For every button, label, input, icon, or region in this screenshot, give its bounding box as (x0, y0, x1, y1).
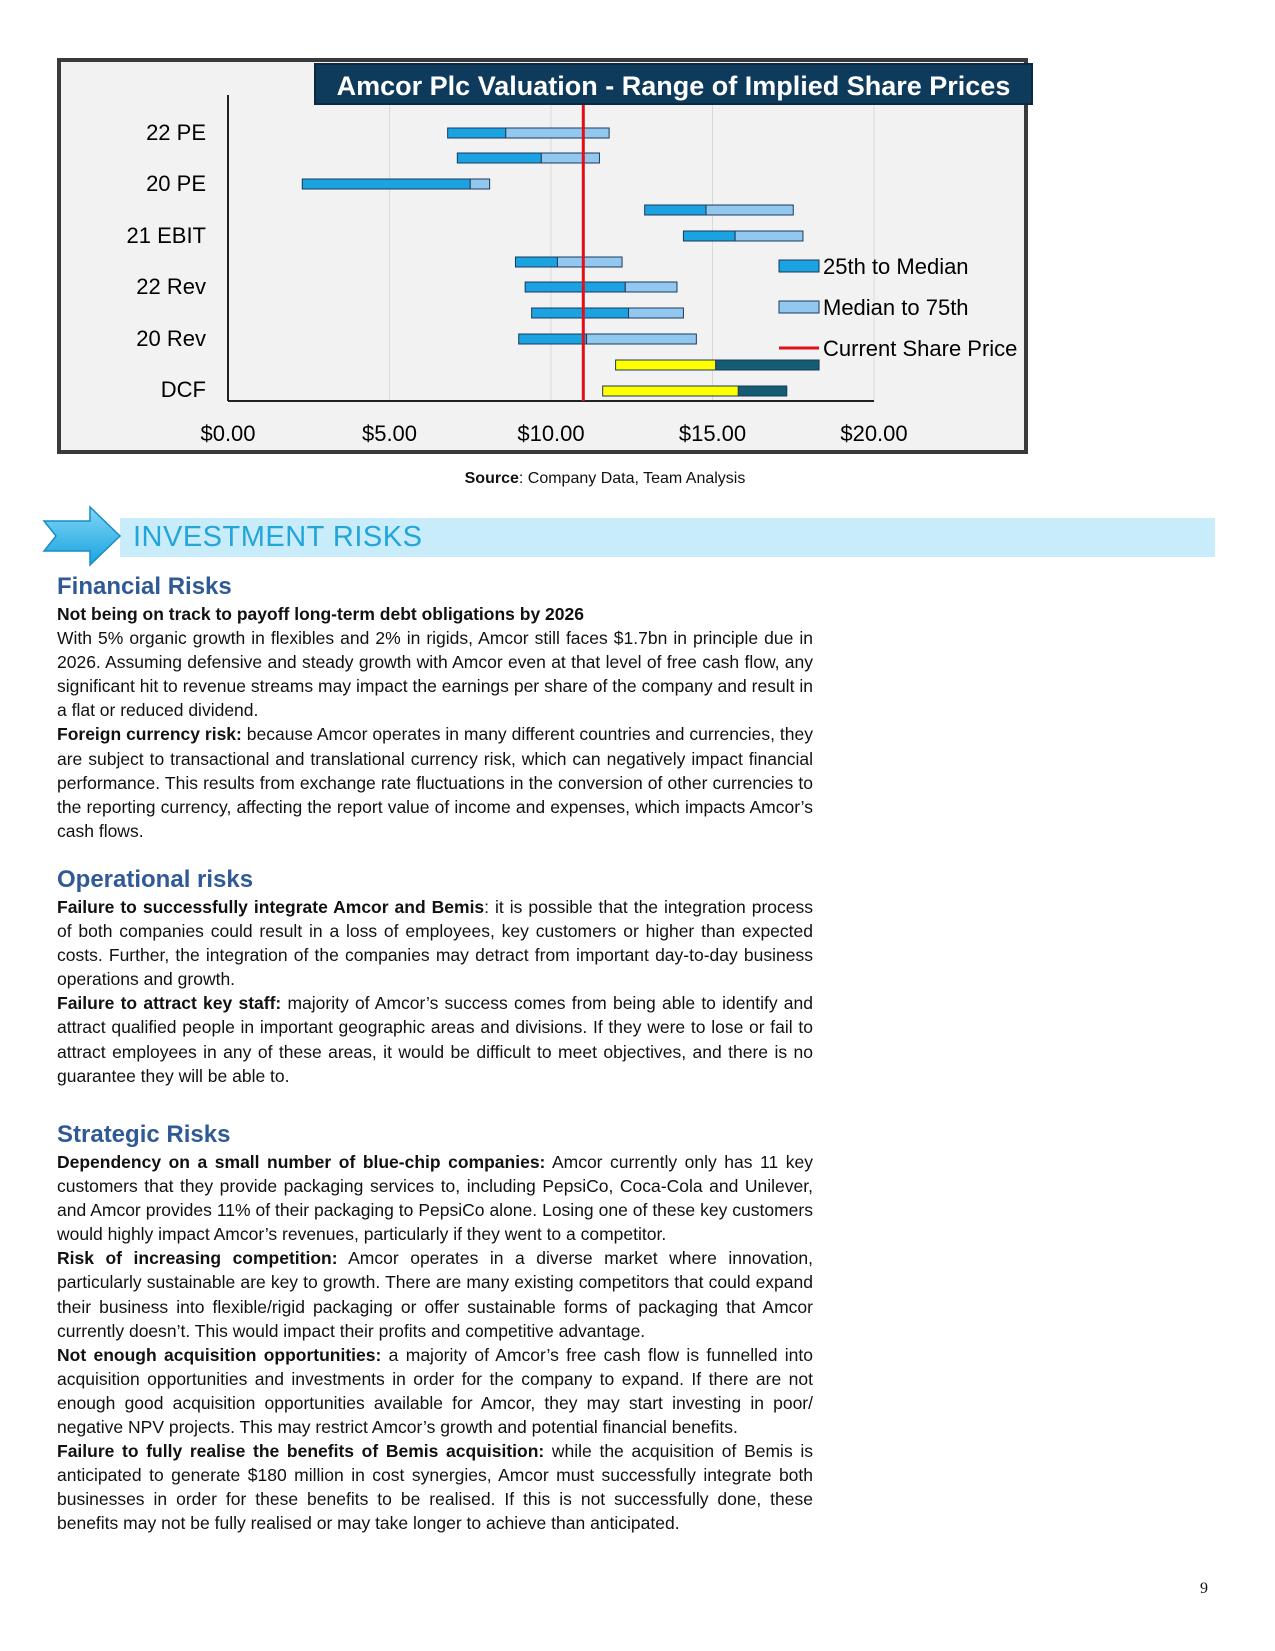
category-label: 20 Rev (136, 326, 206, 351)
source-text: : Company Data, Team Analysis (518, 470, 746, 487)
chart-title: Amcor Plc Valuation - Range of Implied Share Prices (314, 63, 1033, 105)
bar-25th-to-median (519, 334, 587, 344)
x-tick-label: $15.00 (678, 421, 747, 446)
category-label: 20 PE (146, 171, 206, 196)
competition-paragraph (57, 1246, 813, 1342)
staff-paragraph (57, 991, 813, 1087)
dependency-text: Amcor currently only has 11 key customers that they provide packaging services to, including PepsiCo, Coca-Cola and Unilever, and Amcor provides 11% of their packaging to PepsiCo alone. Losing one of these key customers would highly impact Amcor’s revenues, particularly if they went to a competitor. (57, 1152, 813, 1245)
bar-median-to-75th (716, 360, 819, 370)
financial-lead: Not being on track to payoff long-term debt obligations by 2026 (57, 604, 584, 624)
bar-25th-to-median (448, 128, 506, 138)
source-label: Source (464, 470, 519, 487)
bemis-paragraph (57, 1439, 813, 1535)
integration-text: : it is possible that the integration process of both companies could result in a loss of employees, key customers or higher than expected costs. Further, the integration of the companies may detract from important day-to-day business operations and growth. (57, 897, 814, 990)
legend-label: 25th to Median (823, 254, 969, 279)
bar-median-to-75th (625, 282, 677, 292)
staff-text: majority of Amcor’s success comes from being able to identify and attract qualified people in important geographic areas and divisions. If they were to lose or fail to attract employees in any of these areas, it would be difficult to meet objectives, and there is no guarantee they will be able to. (57, 993, 813, 1086)
bar-25th-to-median (457, 153, 541, 163)
bar-median-to-75th (506, 128, 609, 138)
legend-swatch (779, 260, 819, 272)
competition-text: Amcor operates in a diverse market where innovation, particularly sustainable are key to growth. There are many existing competitors that could expand their business into flexible/rigid packaging or offer sustainable forms of packaging that Amcor currently doesn’t. This would impact their profits and competitive advantage. (57, 1248, 813, 1341)
section-title: INVESTMENT RISKS (133, 521, 423, 553)
acquisition-label: Not enough acquisition opportunities: (57, 1344, 382, 1365)
strategic-risks-section (57, 1120, 813, 1536)
bar-median-to-75th (629, 308, 684, 318)
operational-risks-heading: Operational risks (57, 866, 254, 893)
bar-25th-to-median (302, 179, 470, 189)
bar-25th-to-median (525, 282, 625, 292)
category-label: 22 PE (146, 120, 206, 145)
strategic-risks-heading: Strategic Risks (57, 1121, 231, 1148)
x-tick-label: $0.00 (200, 421, 256, 446)
bar-median-to-75th (735, 231, 803, 241)
operational-risks-section (57, 865, 813, 1088)
bar-median-to-75th (738, 386, 786, 396)
legend-label: Median to 75th (823, 295, 969, 320)
category-label: DCF (160, 377, 206, 402)
bar-25th-to-median (532, 308, 629, 318)
bar-median-to-75th (470, 179, 489, 189)
competition-label: Risk of increasing competition: (57, 1248, 338, 1269)
integration-label: Failure to successfully integrate Amcor and Bemis (57, 897, 485, 917)
bar-median-to-75th (587, 334, 697, 344)
dependency-paragraph (57, 1150, 813, 1246)
bar-25th-to-median (515, 257, 557, 267)
bemis-text: while the acquisition of Bemis is anticipated to generate $180 million in cost synergies, Amcor must successfully integrate both businesses in order for these benefits to be realised. If this is not successfully done, these benefits may not be fully realised or may take longer to achieve than anticipated. (57, 1441, 813, 1534)
bar-median-to-75th (541, 153, 599, 163)
x-tick-label: $20.00 (840, 421, 908, 446)
chart-source (0, 470, 1210, 488)
acquisition-paragraph (57, 1343, 813, 1439)
category-label: 22 Rev (136, 274, 206, 299)
arrow-right-icon (42, 505, 122, 567)
bar-25th-to-median (683, 231, 735, 241)
legend-label: Current Share Price (823, 336, 1018, 361)
staff-label: Failure to attract key staff: (57, 993, 282, 1014)
page-number: 9 (1200, 1580, 1208, 1597)
category-label: 21 EBIT (126, 223, 206, 248)
legend-swatch (779, 301, 819, 313)
bar-25th-to-median (603, 386, 739, 396)
financial-paragraph: With 5% organic growth in flexibles and 2% in rigids, Amcor still faces $1.7bn in principle due in 2026. Assuming defensive and steady growth with Amcor even at that level of free cash flow, any significant hit to revenue streams may impact the earnings per share of the company and result in a flat or reduced dividend. (57, 628, 813, 721)
x-tick-label: $10.00 (517, 421, 585, 446)
bar-25th-to-median (616, 360, 716, 370)
dependency-label: Dependency on a small number of blue-chip companies: (57, 1152, 546, 1172)
bar-median-to-75th (706, 205, 793, 215)
financial-risks-section (57, 572, 813, 843)
x-tick-label: $5.00 (361, 421, 418, 446)
integration-paragraph (57, 895, 813, 991)
bar-25th-to-median (645, 205, 706, 215)
fx-risk-text: because Amcor operates in many different countries and currencies, they are subject to transactional and translational currency risk, which can negatively impact financial performance. This results from exchange rate fluctuations in the conversion of other currencies to the reporting currency, affecting the report value of income and expenses, which impacts Amcor’s cash flows. (57, 724, 813, 841)
bemis-label: Failure to fully realise the benefits of Bemis acquisition: (57, 1441, 545, 1462)
fx-risk-label: Foreign currency risk: (57, 724, 242, 745)
acquisition-text: a majority of Amcor’s free cash flow is funnelled into acquisition opportunities and investments in order for the company to expand. If there are not enough good acquisition opportunities available for Amcor, they may start investing in poor/ negative NPV projects. This may restrict Amcor’s growth and potential financial benefits. (57, 1344, 813, 1438)
fx-risk-paragraph (57, 722, 813, 842)
bar-median-to-75th (557, 257, 622, 267)
financial-risks-heading: Financial Risks (57, 573, 232, 600)
